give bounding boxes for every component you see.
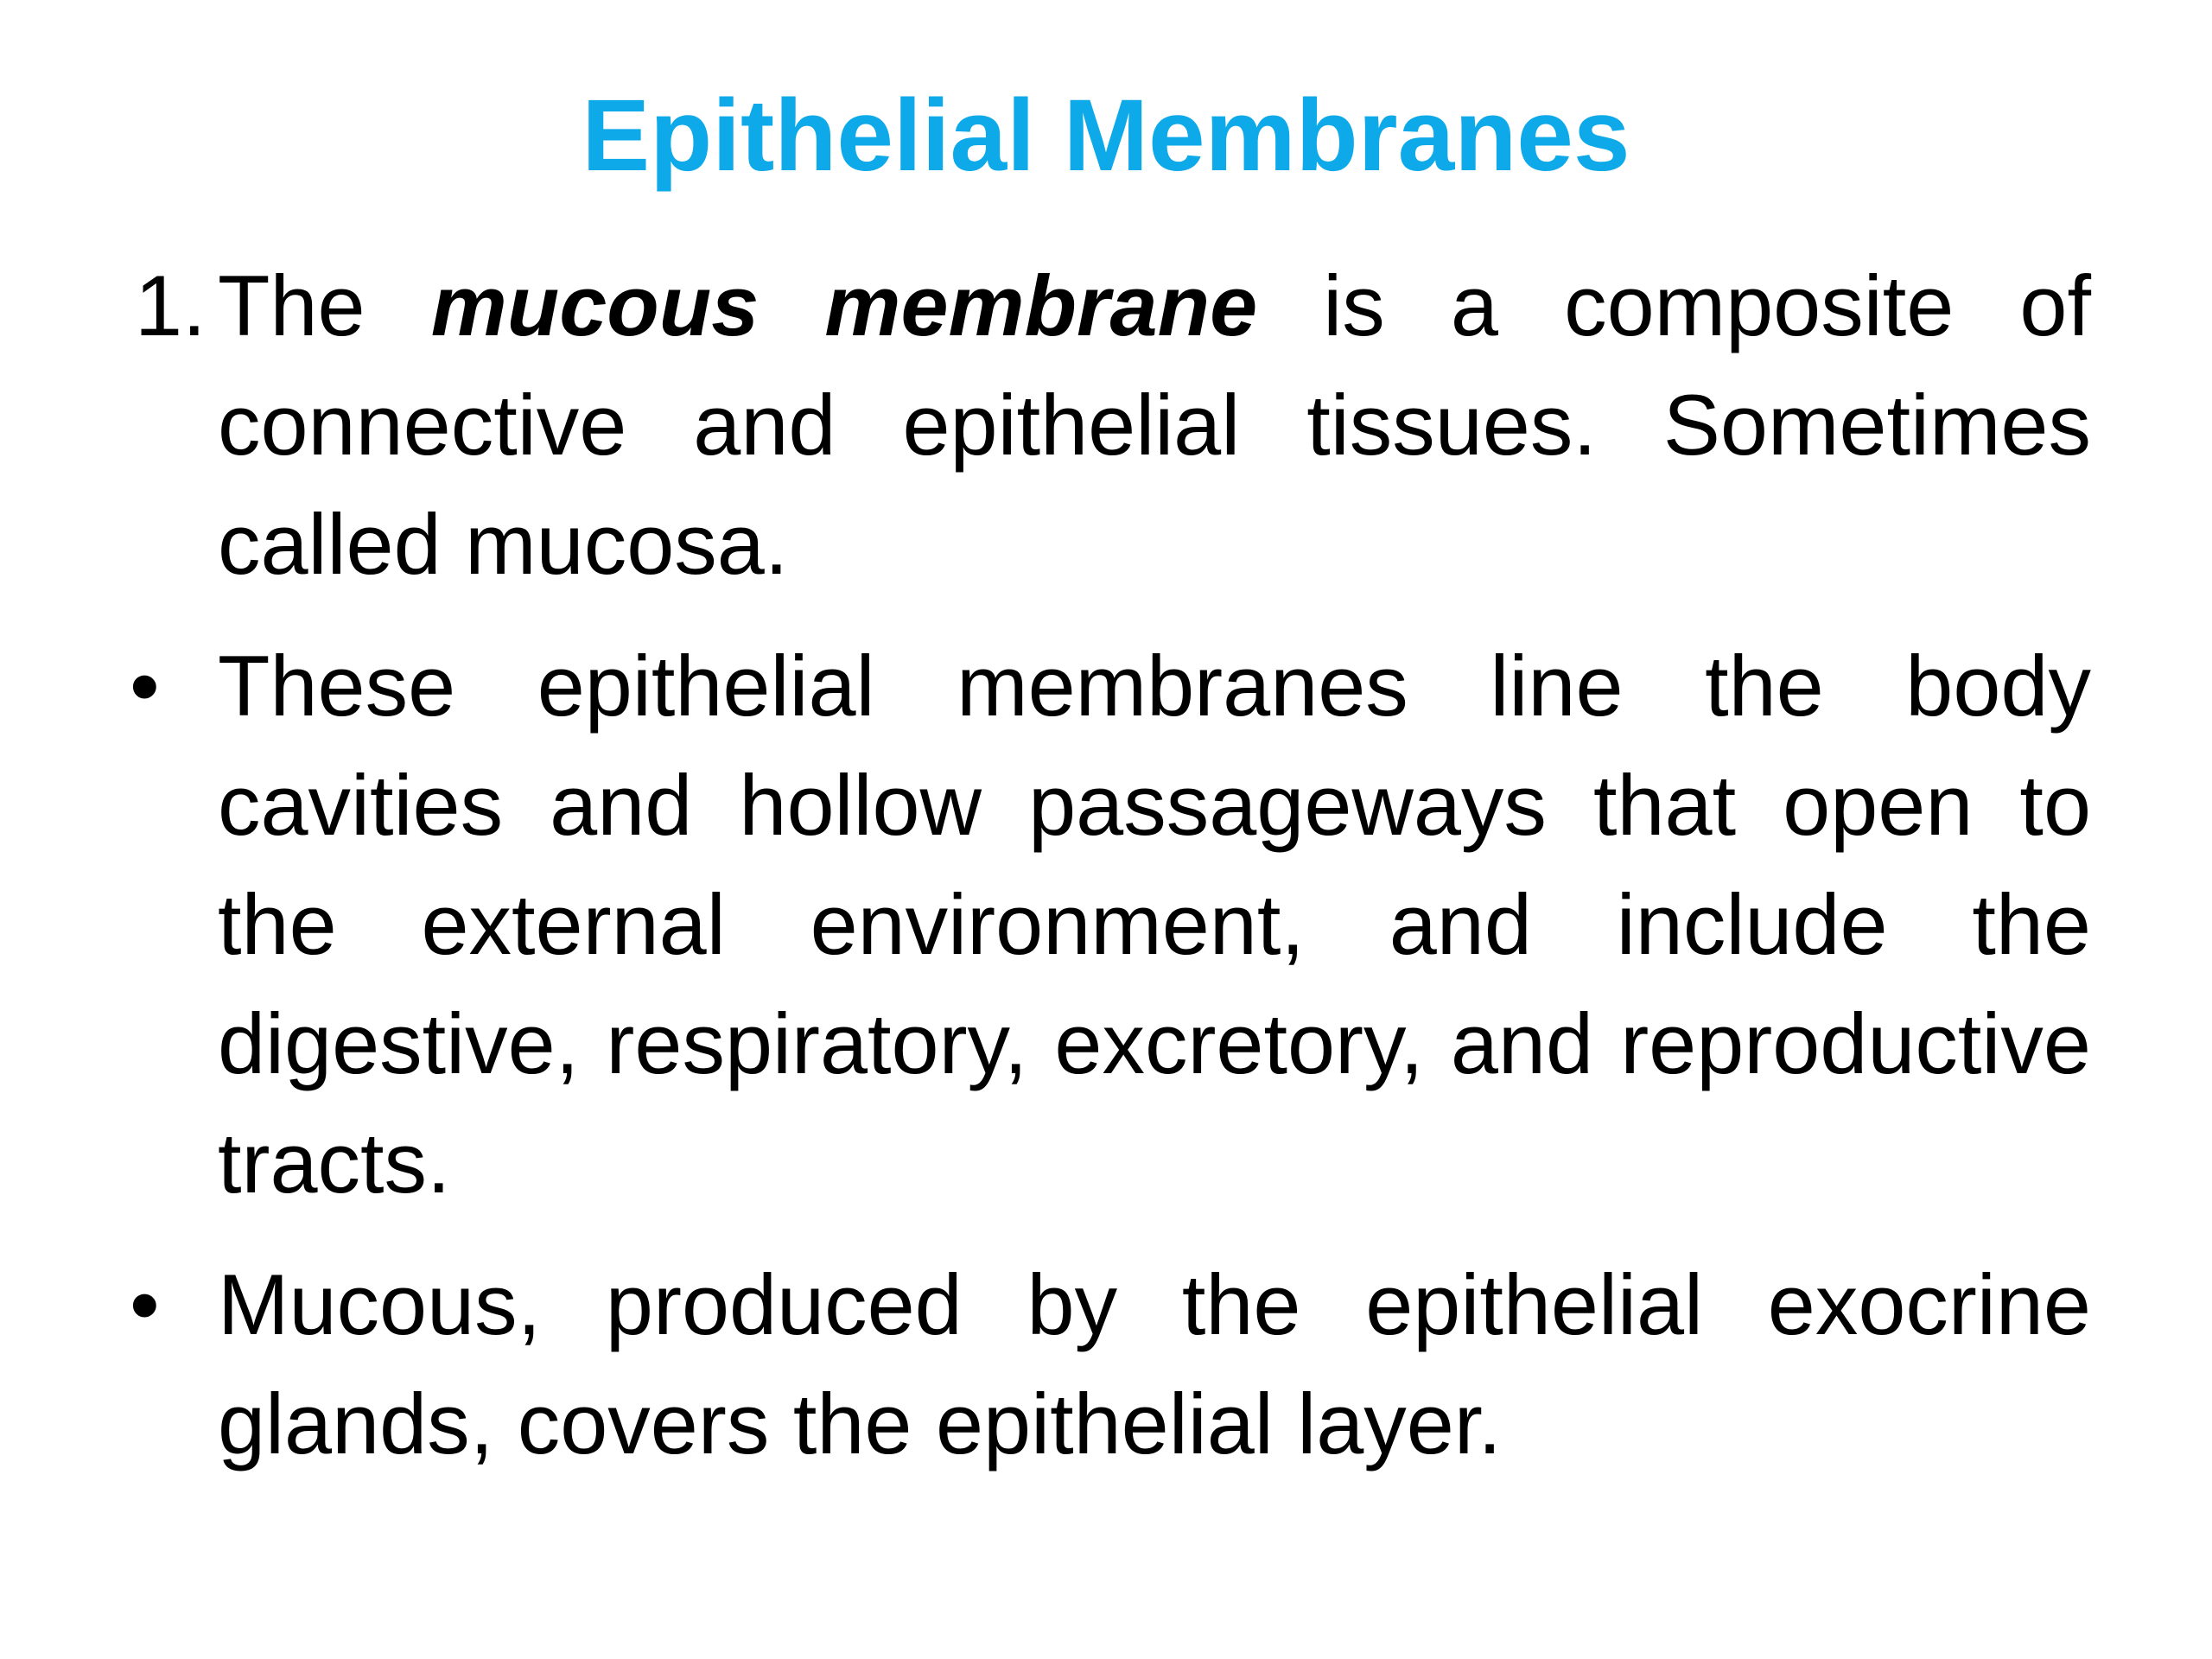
slide-title: Epithelial Membranes [582,79,1630,193]
bullet-paragraph-mucous-production [130,1245,2091,1484]
emphasized-term: mucous membrane [430,257,1258,353]
bullet-text: These epithelial membranes line the body cavities and hollow passageways that open to the external environment, and include the digestive, respiratory, excretory, and reproductive tracts. [218,638,2091,1211]
bullet-paragraph-membrane-locations [130,626,2091,1223]
list-number-marker: 1. [135,257,207,353]
slide-body [130,246,2091,1484]
paragraph-text: is a composite of connective and epithelial tissues. Sometimes called mucosa. [218,257,2091,592]
bullet-text: Mucous, produced by the epithelial exocrine glands, covers the epithelial layer. [218,1256,2091,1471]
bullet-marker: • [130,638,160,734]
bullet-marker: • [130,1256,160,1352]
paragraph-lead-text: The [218,257,365,353]
numbered-paragraph-mucous-membrane [130,246,2091,604]
